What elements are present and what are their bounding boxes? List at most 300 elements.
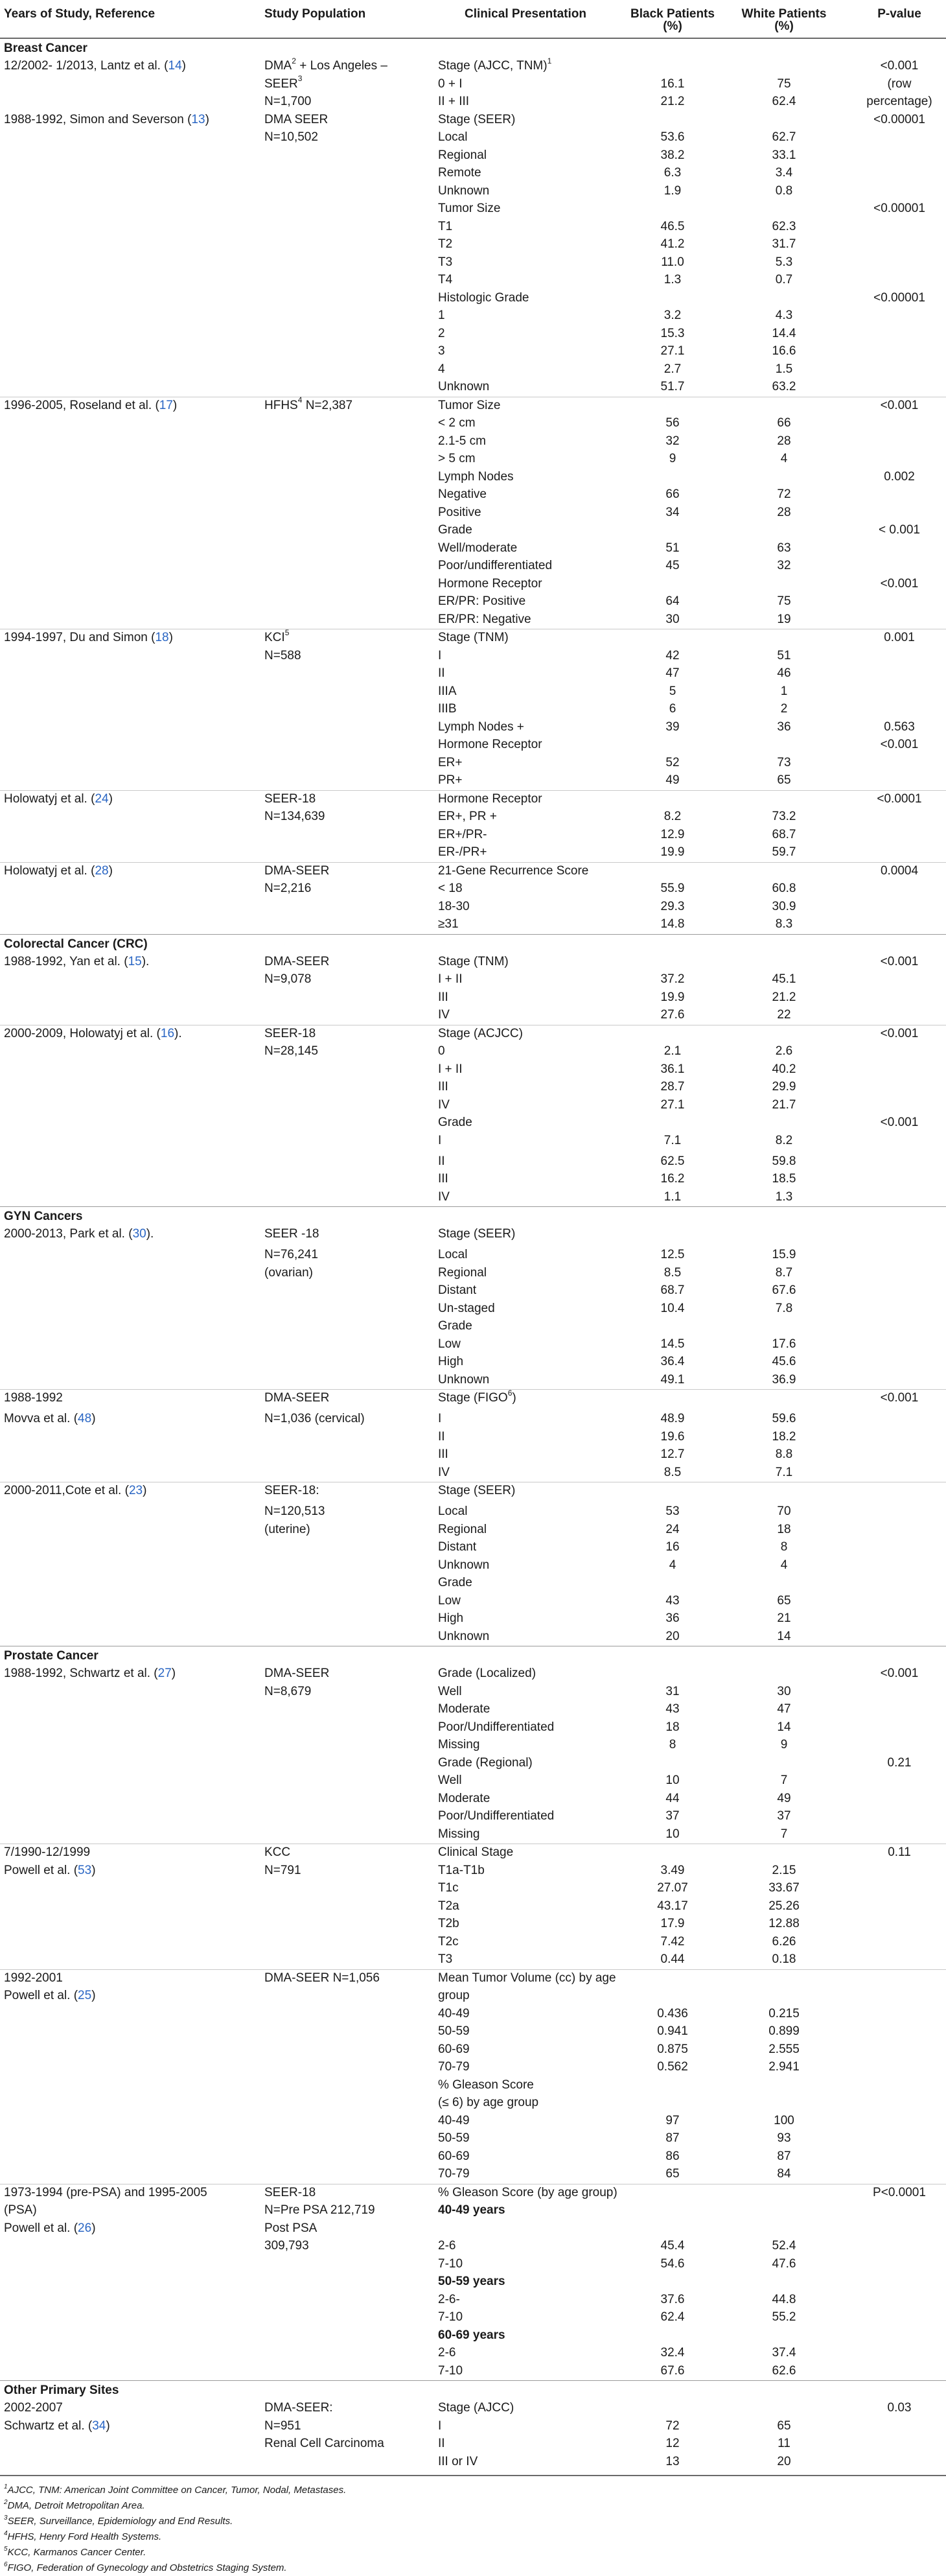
table-row xyxy=(0,1247,946,1265)
presentation-text: Hormone Receptor xyxy=(438,791,542,806)
reference-text: Powell et al. ( xyxy=(4,1989,78,2002)
population-text: SEER-18 xyxy=(264,1026,316,1040)
citation-link[interactable]: 48 xyxy=(78,1412,92,1425)
presentation-text: Stage (SEER) xyxy=(438,1484,516,1497)
cell-clinical-presentation xyxy=(438,345,613,357)
footnote-text: SEER, Surveillance, Epidemiology and End Results. xyxy=(7,2516,233,2527)
cell-white-patients: 2.15 xyxy=(772,1863,796,1877)
cell-black-patients: 36 xyxy=(665,1611,680,1625)
presentation-text: 7-10 xyxy=(438,2310,463,2324)
cell-black-patients: 0.875 xyxy=(657,2042,688,2056)
cell-study-population xyxy=(264,865,428,877)
section-title xyxy=(4,42,258,54)
population-text: SEER-18 xyxy=(264,791,316,806)
cell-black-patients: 30 xyxy=(665,612,680,626)
cell-study-reference xyxy=(4,1484,258,1497)
cell-study-population xyxy=(264,74,428,91)
cell-white-patients: 1.3 xyxy=(775,1189,793,1204)
table-row xyxy=(0,1790,946,1809)
cell-black-patients: 53 xyxy=(665,1505,680,1518)
table-row xyxy=(0,2309,946,2327)
population-text: N=8,679 xyxy=(264,1684,312,1698)
cell-clinical-presentation xyxy=(438,506,613,519)
cell-clinical-presentation xyxy=(438,1063,613,1075)
presentation-text: III xyxy=(438,1080,448,1094)
presentation-text: 3 xyxy=(438,344,445,358)
presentation-text: 40-49 years xyxy=(438,2203,505,2217)
table-row xyxy=(0,1701,946,1719)
cell-white-patients: 9 xyxy=(780,1738,788,1751)
presentation-text: Stage (AJCC, TNM) xyxy=(438,59,548,73)
table-row xyxy=(0,2148,946,2166)
cell-black-patients: 34 xyxy=(665,505,680,519)
presentation-text: 50-59 years xyxy=(438,2275,505,2288)
cell-black-patients: 54.6 xyxy=(660,2256,685,2271)
presentation-text: Poor/Undifferentiated xyxy=(438,1809,555,1823)
cell-white-patients: 45.1 xyxy=(772,972,796,986)
cell-black-patients: 45.4 xyxy=(660,2239,685,2253)
reference-text: 2000-2009, Holowatyj et al. ( xyxy=(4,1026,161,1040)
footnote-marker: 3 xyxy=(297,74,303,84)
citation-link[interactable]: 30 xyxy=(132,1227,146,1241)
presentation-text: ≥31 xyxy=(438,917,459,931)
footnote xyxy=(4,2560,942,2576)
cell-clinical-presentation xyxy=(438,524,613,536)
cell-white-patients: 100 xyxy=(774,2113,794,2127)
table-row xyxy=(0,772,946,790)
table-row xyxy=(0,2006,946,2024)
table-header xyxy=(0,0,946,39)
cell-black-patients: 3.49 xyxy=(660,1863,685,1877)
cell-clinical-presentation xyxy=(438,1828,613,1840)
presentation-text: % Gleason Score xyxy=(438,2078,534,2092)
cell-black-patients: 39 xyxy=(665,720,680,734)
section-title xyxy=(4,1650,258,1662)
presentation-text: Poor/undifferentiated xyxy=(438,559,553,572)
presentation-text: 40-49 xyxy=(438,2113,470,2127)
cell-black-patients: 13 xyxy=(665,2454,680,2468)
reference-text-end: ) xyxy=(181,59,186,73)
cell-clinical-presentation xyxy=(438,2114,613,2127)
cell-study-population xyxy=(264,882,428,895)
cell-p-value: <0.001 xyxy=(880,1026,919,1040)
cell-clinical-presentation xyxy=(438,2275,613,2288)
cell-study-population xyxy=(264,2420,428,2432)
presentation-text: 18-30 xyxy=(438,899,470,913)
cell-black-patients: 65 xyxy=(665,2167,680,2181)
presentation-text: I xyxy=(438,1133,442,1147)
cell-black-patients: 37.6 xyxy=(660,2292,685,2306)
cell-black-patients: 19.6 xyxy=(660,1429,685,1444)
cell-clinical-presentation xyxy=(438,595,613,607)
cell-white-patients: 1 xyxy=(780,684,788,698)
reference-text: (PSA) xyxy=(4,2203,37,2217)
cell-white-patients: 73.2 xyxy=(772,810,796,823)
presentation-text: Grade xyxy=(438,1116,472,1129)
cell-black-patients: 17.9 xyxy=(660,1917,685,1930)
table-row xyxy=(0,808,946,826)
cell-p-value: P<0.0001 xyxy=(873,2185,926,2199)
cell-white-patients: 33.67 xyxy=(768,1881,800,1895)
cell-black-patients: 18 xyxy=(665,1720,680,1734)
cell-white-patients: 49 xyxy=(777,1791,791,1805)
reference-text-end: ) xyxy=(106,2418,110,2433)
table-row xyxy=(0,343,946,361)
cell-black-patients: 1.9 xyxy=(663,183,682,198)
table-row xyxy=(0,629,946,648)
cell-black-patients: 0.941 xyxy=(657,2024,688,2038)
citation-link[interactable]: 17 xyxy=(159,398,173,412)
cell-clinical-presentation xyxy=(438,1267,613,1279)
cell-clinical-presentation xyxy=(438,882,613,895)
cell-black-patients: 68.7 xyxy=(660,1283,685,1297)
table-row xyxy=(0,1171,946,1189)
cell-clinical-presentation xyxy=(438,1155,613,1167)
cell-clinical-presentation xyxy=(438,1134,613,1147)
table-row xyxy=(0,307,946,325)
cell-white-patients: 4 xyxy=(780,452,788,465)
cell-study-reference xyxy=(4,955,258,968)
reference-text: 7/1990-12/1999 xyxy=(4,1845,91,1859)
presentation-text: T2 xyxy=(438,237,453,251)
cell-p-value: <0.00001 xyxy=(873,290,925,305)
cell-study-population xyxy=(264,1248,428,1261)
reference-text-end: ) xyxy=(108,791,113,806)
cell-clinical-presentation xyxy=(438,2150,613,2162)
presentation-text: Stage (TNM) xyxy=(438,631,509,644)
reference-text: 1992-2001 xyxy=(4,1971,63,1985)
cell-clinical-presentation xyxy=(438,1338,613,1350)
cell-clinical-presentation xyxy=(438,1173,613,1185)
table-row xyxy=(0,1097,946,1115)
cell-p-value: <0.0001 xyxy=(877,791,922,806)
reference-text: 1973-1994 (pre-PSA) and 1995-2005 xyxy=(4,2185,207,2199)
citation-link[interactable]: 23 xyxy=(128,1484,143,1497)
cell-white-patients: 36 xyxy=(777,720,791,734)
reference-text-end: ) xyxy=(91,1863,96,1877)
cell-p-value: 0.03 xyxy=(887,2401,912,2415)
cell-clinical-presentation xyxy=(438,131,613,143)
table-row xyxy=(0,1808,946,1826)
reference-text: Powell et al. ( xyxy=(4,2221,78,2235)
cell-black-patients: 49.1 xyxy=(660,1372,685,1387)
citation-link[interactable]: 26 xyxy=(78,2221,92,2235)
cell-clinical-presentation xyxy=(438,309,613,322)
table-row xyxy=(0,719,946,737)
cell-black-patients: 7.42 xyxy=(660,1934,685,1949)
table-row xyxy=(0,1007,946,1025)
cell-clinical-presentation xyxy=(438,1576,613,1589)
presentation-text: (≤ 6) by age group xyxy=(438,2096,539,2109)
reference-text: 1994-1997, Du and Simon ( xyxy=(4,631,156,644)
cell-black-patients: 1.1 xyxy=(663,1189,682,1204)
citation-link[interactable]: 25 xyxy=(78,1989,92,2002)
table-row xyxy=(0,58,946,76)
cell-clinical-presentation xyxy=(438,238,613,250)
reference-text-end: ) xyxy=(91,1412,96,1425)
table-row xyxy=(0,361,946,379)
cell-clinical-presentation xyxy=(438,274,613,286)
cell-black-patients: 51.7 xyxy=(660,380,685,393)
table-row xyxy=(0,1226,946,1247)
cell-study-reference xyxy=(4,2402,258,2414)
cell-study-population xyxy=(264,131,428,143)
table-row xyxy=(0,1503,946,1521)
cell-white-patients: 47.6 xyxy=(772,2256,796,2271)
cell-black-patients: 0.562 xyxy=(657,2060,688,2074)
table-body xyxy=(0,39,946,2471)
cell-black-patients: 19.9 xyxy=(660,845,685,859)
table-row xyxy=(0,844,946,862)
cell-clinical-presentation xyxy=(438,78,613,90)
presentation-text: Hormone Receptor xyxy=(438,738,542,751)
cell-clinical-presentation xyxy=(438,955,613,968)
population-text: Post PSA xyxy=(264,2221,317,2235)
cell-study-population xyxy=(264,955,428,968)
cell-clinical-presentation xyxy=(438,1900,613,1912)
cell-black-patients: 2.7 xyxy=(663,362,682,376)
cell-clinical-presentation xyxy=(438,2185,617,2199)
cell-white-patients: 0.899 xyxy=(768,2024,800,2038)
cell-black-patients: 14.5 xyxy=(660,1337,685,1351)
cell-white-patients: 8 xyxy=(780,1540,788,1554)
cell-clinical-presentation xyxy=(438,991,613,1003)
table-row xyxy=(0,1061,946,1079)
footnote-text: HFHS, Henry Ford Health Systems. xyxy=(7,2531,162,2542)
cell-black-patients: 53.6 xyxy=(660,130,685,144)
presentation-text: Mean Tumor Volume (cc) by age xyxy=(438,1971,616,1985)
table-row xyxy=(0,1132,946,1153)
cell-clinical-presentation xyxy=(438,1630,613,1643)
cell-white-patients: 2.6 xyxy=(775,1044,793,1058)
table-row xyxy=(0,1969,946,1988)
cell-black-patients: 36.4 xyxy=(660,1355,685,1368)
presentation-text: III xyxy=(438,990,448,1004)
population-text: N=951 xyxy=(264,2418,301,2433)
cell-clinical-presentation xyxy=(438,399,613,412)
cell-clinical-presentation xyxy=(438,1882,613,1894)
presentation-text: Grade xyxy=(438,1319,472,1333)
presentation-text: 50-59 xyxy=(438,2024,470,2038)
cell-black-patients: 56 xyxy=(665,416,680,430)
population-text: 309,793 xyxy=(264,2239,309,2253)
table-row xyxy=(0,2094,946,2113)
cell-study-population xyxy=(264,1045,428,1057)
table-row xyxy=(0,826,946,845)
presentation-text: T4 xyxy=(438,273,453,287)
presentation-text: T1 xyxy=(438,219,453,233)
cell-white-patients: 62.6 xyxy=(772,2363,796,2378)
presentation-text: 60-69 xyxy=(438,2149,470,2163)
cell-black-patients: 8.5 xyxy=(663,1465,682,1479)
cell-white-patients: 46 xyxy=(777,666,791,680)
citation-link[interactable]: 34 xyxy=(92,2418,106,2433)
footnote xyxy=(4,2498,942,2514)
cell-clinical-presentation xyxy=(438,2096,613,2109)
cell-clinical-presentation xyxy=(438,1191,613,1203)
cell-clinical-presentation xyxy=(438,113,613,126)
cell-black-patients: 32.4 xyxy=(660,2346,685,2359)
cell-clinical-presentation xyxy=(438,2061,613,2073)
reference-text-end: ) xyxy=(91,2221,96,2235)
cell-clinical-presentation xyxy=(438,1667,613,1680)
cell-clinical-presentation xyxy=(438,1320,613,1332)
table-row xyxy=(0,2166,946,2184)
reference-text: Colorectal Cancer (CRC) xyxy=(4,937,148,951)
presentation-text: < 2 cm xyxy=(438,416,476,430)
presentation-text: > 5 cm xyxy=(438,452,476,465)
table-row xyxy=(0,1575,946,1593)
cell-clinical-presentation xyxy=(438,452,613,465)
reference-text: 1988-1992, Schwartz et al. ( xyxy=(4,1667,158,1680)
cell-study-population xyxy=(264,1667,428,1680)
presentation-text: Lymph Nodes + xyxy=(438,720,524,734)
cell-clinical-presentation xyxy=(438,1864,613,1877)
cell-clinical-presentation xyxy=(438,650,613,662)
cell-white-patients: 18 xyxy=(777,1522,791,1536)
citation-link[interactable]: 16 xyxy=(160,1026,175,1040)
cell-white-patients: 51 xyxy=(777,648,791,662)
citation-link[interactable]: 28 xyxy=(95,863,109,878)
table-row xyxy=(0,218,946,237)
citation-link[interactable]: 18 xyxy=(155,631,169,644)
table-row xyxy=(0,2220,946,2238)
cell-clinical-presentation xyxy=(438,1523,613,1536)
cell-white-patients: 72 xyxy=(777,487,791,501)
cell-study-reference xyxy=(4,1846,258,1858)
cell-clinical-presentation xyxy=(438,1248,613,1261)
table-row xyxy=(0,200,946,218)
cell-white-patients: 52.4 xyxy=(772,2239,796,2253)
table-row xyxy=(0,540,946,558)
cell-clinical-presentation xyxy=(438,1009,613,1021)
cell-black-patients: 52 xyxy=(665,755,680,769)
reference-text-end: ) xyxy=(91,1989,96,2002)
table-row xyxy=(0,1826,946,1844)
table-row xyxy=(0,469,946,487)
cell-white-patients: 62.3 xyxy=(772,219,796,233)
presentation-text: T2c xyxy=(438,1934,459,1949)
cell-p-value: 0.11 xyxy=(888,1845,911,1859)
citation-link[interactable]: 24 xyxy=(95,791,109,806)
cell-study-reference xyxy=(4,1027,258,1040)
cell-white-patients: 3.4 xyxy=(775,166,793,180)
cell-clinical-presentation xyxy=(438,327,613,340)
presentation-text: 2-6 xyxy=(438,2239,456,2253)
cell-clinical-presentation xyxy=(438,1374,613,1386)
cell-black-patients: 62.4 xyxy=(660,2310,685,2324)
cell-clinical-presentation xyxy=(438,2043,613,2055)
table-row xyxy=(0,2184,946,2203)
table-row xyxy=(0,2059,946,2077)
cell-black-patients: 9 xyxy=(669,452,676,465)
footnote-text: KCC, Karmanos Cancer Center. xyxy=(7,2547,146,2558)
presentation-text: Well xyxy=(438,1684,462,1698)
presentation-text: II + III xyxy=(438,95,470,108)
cell-white-patients: 65 xyxy=(777,2418,791,2433)
cell-black-patients: 3.2 xyxy=(663,309,682,322)
table-row xyxy=(0,1683,946,1702)
cell-study-population xyxy=(264,650,428,662)
presentation-text: Lymph Nodes xyxy=(438,469,514,484)
cell-clinical-presentation xyxy=(438,1703,613,1715)
table-row xyxy=(0,1446,946,1464)
cell-clinical-presentation xyxy=(438,381,613,393)
table-row xyxy=(0,2113,946,2131)
presentation-text: Stage (SEER) xyxy=(438,112,516,126)
footnote-marker: 5 xyxy=(284,627,290,637)
presentation-text: Clinical Stage xyxy=(438,1845,514,1859)
cell-black-patients: 38.2 xyxy=(660,148,685,162)
cell-p-value: <0.001 xyxy=(880,1391,919,1405)
cell-study-reference xyxy=(4,631,258,644)
cell-black-patients: 36.1 xyxy=(660,1062,685,1076)
cell-clinical-presentation xyxy=(438,1739,613,1751)
citation-link[interactable]: 27 xyxy=(157,1667,172,1680)
cell-study-reference xyxy=(4,2420,258,2432)
table-row xyxy=(0,1880,946,1898)
cell-clinical-presentation xyxy=(438,1081,613,1093)
presentation-text: Regional xyxy=(438,1522,487,1536)
cell-p-value: 0.001 xyxy=(884,631,915,644)
cell-study-population xyxy=(264,973,428,985)
cell-clinical-presentation xyxy=(438,1484,613,1497)
table-row xyxy=(0,557,946,576)
citation-link[interactable]: 15 xyxy=(128,954,142,968)
table-row xyxy=(0,522,946,540)
table-row xyxy=(0,2273,946,2291)
footnote-text: AJCC, TNM: American Joint Committee on Cancer, Tumor, Nodal, Metastases. xyxy=(7,2485,347,2496)
cell-black-patients: 6 xyxy=(669,702,676,716)
cell-clinical-presentation xyxy=(438,56,613,73)
table-row xyxy=(0,736,946,755)
table-row xyxy=(0,486,946,504)
cell-white-patients: 17.6 xyxy=(772,1337,796,1351)
presentation-text: Missing xyxy=(438,1738,480,1751)
population-text: N=76,241 xyxy=(264,1248,318,1261)
presentation-text: T2b xyxy=(438,1917,459,1930)
reference-text: Schwartz et al. ( xyxy=(4,2418,93,2433)
reference-text-end: ) xyxy=(172,398,178,412)
table-row xyxy=(0,1521,946,1540)
presentation-text: Local xyxy=(438,1505,468,1518)
table-row xyxy=(0,2345,946,2363)
cell-study-reference xyxy=(4,793,258,805)
cell-clinical-presentation xyxy=(438,1412,613,1425)
table-row xyxy=(0,1372,946,1390)
presentation-text: 21-Gene Recurrence Score xyxy=(438,863,589,878)
table-row xyxy=(0,576,946,594)
table-row xyxy=(0,165,946,183)
population-text-rest: + Los Angeles – xyxy=(295,59,387,73)
cell-white-patients: 32 xyxy=(777,559,791,572)
cell-white-patients: 33.1 xyxy=(772,148,796,162)
citation-link[interactable]: 13 xyxy=(191,112,205,126)
citation-link[interactable]: 14 xyxy=(168,59,182,73)
table-row xyxy=(0,1265,946,1283)
citation-link[interactable]: 53 xyxy=(78,1863,92,1877)
footnote-marker: 1 xyxy=(547,56,552,65)
cell-clinical-presentation xyxy=(438,1027,613,1040)
population-text: N=588 xyxy=(264,648,301,662)
reference-text-end: ). xyxy=(174,1026,182,1040)
cell-black-patients: 51 xyxy=(665,541,680,555)
table-row xyxy=(0,325,946,344)
population-text: DMA-SEER xyxy=(264,1667,330,1680)
section-title xyxy=(4,1210,258,1223)
reference-text-end: ). xyxy=(141,954,150,968)
table-row xyxy=(0,2023,946,2041)
